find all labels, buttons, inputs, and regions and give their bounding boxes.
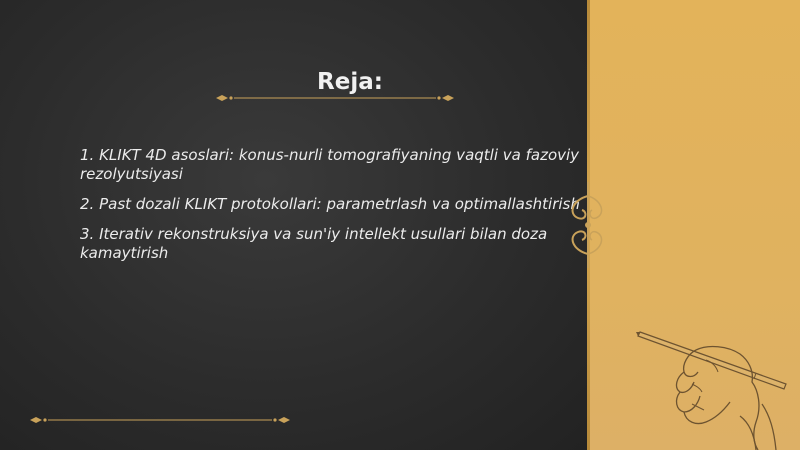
agenda-item-1: 1. KLIKT 4D asoslari: konus-nurli tomografiyaning vaqtli va fazoviy rezolyutsiyasi xyxy=(80,146,580,183)
title-divider-ornament xyxy=(214,92,456,104)
agenda-item-3: 3. Iterativ rekonstruksiya va sun'iy intellekt usullari bilan doza kamaytirish xyxy=(80,225,548,262)
agenda-item-2: 2. Past dozali KLIKT protokollari: parametrlash va optimallashtirish xyxy=(80,195,580,213)
bottom-divider-ornament xyxy=(28,414,292,426)
scroll-flourish-icon xyxy=(562,182,610,268)
hand-with-pen-icon xyxy=(636,326,792,450)
slide-title: Reja: xyxy=(317,69,383,95)
agenda-list xyxy=(80,146,580,274)
